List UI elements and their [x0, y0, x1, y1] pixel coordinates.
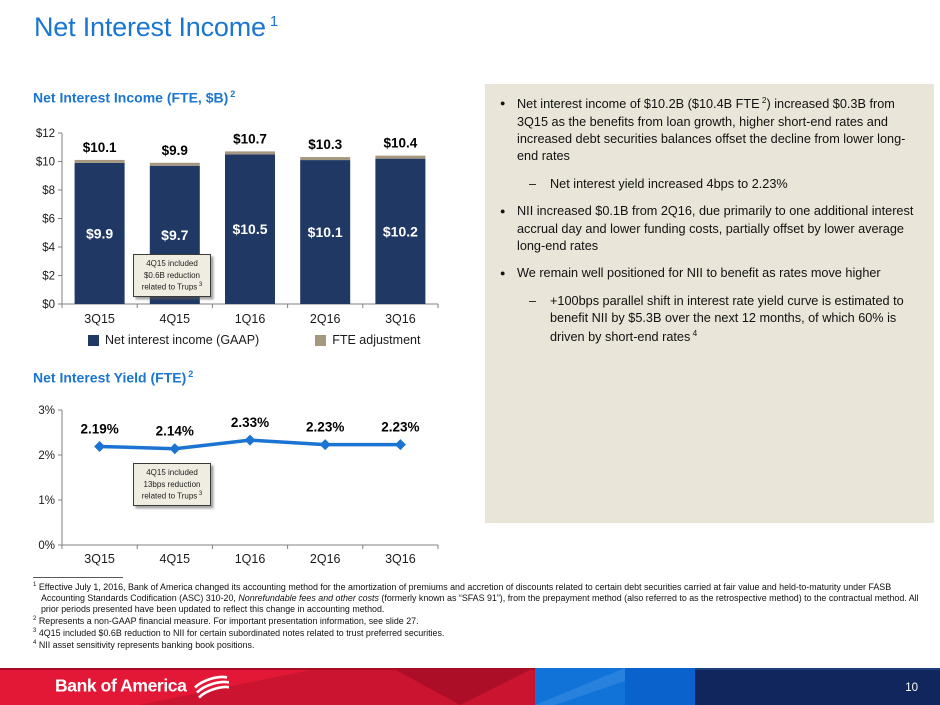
bar-value-label: $10.2 — [382, 223, 418, 240]
footnote — [33, 628, 928, 639]
page-number: 10 — [905, 681, 918, 694]
callout-line: 4Q15 included — [146, 468, 198, 477]
footnote — [33, 640, 928, 651]
y-tick-label: $4 — [42, 242, 55, 254]
bar-chart-legend — [88, 333, 420, 347]
x-category-label: 1Q16 — [234, 552, 266, 566]
yield-chart-callout — [133, 463, 211, 506]
bullet-item — [500, 203, 921, 255]
footnote — [33, 616, 928, 627]
y-tick-label: $8 — [42, 185, 55, 197]
y-tick-label: $0 — [42, 299, 55, 311]
footer-blue-band — [535, 668, 625, 705]
callout-line: 13bps reduction — [143, 479, 201, 489]
footnote-marker: 3 — [33, 627, 37, 634]
yield-chart-title: Net Interest Yield (FTE) $^2$ — [33, 369, 194, 386]
data-point-marker — [169, 443, 180, 454]
y-tick-label: $12 — [35, 128, 55, 140]
point-value-label: 2.14% — [155, 423, 194, 439]
bar-total-label: $10.3 — [308, 137, 343, 153]
bofa-flag-icon — [193, 674, 229, 698]
commentary-panel — [485, 84, 934, 523]
data-point-marker — [94, 441, 105, 452]
x-category-label: 2Q16 — [309, 312, 341, 326]
bar-total-label: $10.1 — [82, 139, 117, 155]
data-point-marker — [245, 435, 256, 446]
bullet-text: +100bps parallel shift in interest rate yield curve is estimated to benefit NII by $5.3B over the next 12 months, of which 60% is driven by short-end rates $^4$ — [550, 293, 904, 344]
sub-bullet-item — [529, 176, 921, 193]
bar-value-label: $10.5 — [232, 221, 268, 238]
footnotes — [33, 582, 928, 651]
legend-label: Net interest income (GAAP) — [105, 333, 260, 347]
footnote-marker: 1 — [33, 582, 37, 589]
bar-total-label: $10.4 — [383, 135, 418, 151]
footnote-marker: 2 — [33, 616, 37, 623]
callout-line: $0.6B reduction — [143, 270, 201, 280]
footnote-text: Represents a non-GAAP financial measure. For important presentation information, see slide 27. — [38, 616, 419, 627]
footnote-text: NII asset sensitivity represents banking book positions. — [38, 639, 255, 650]
callout-line: related to Trups $^3$ — [141, 491, 203, 501]
bar-value-label: $9.9 — [85, 225, 114, 242]
y-tick-label: 3% — [38, 405, 55, 417]
bar-total-label: $10.7 — [233, 131, 267, 147]
y-tick-label: 2% — [38, 450, 55, 462]
x-category-label: 2Q16 — [309, 552, 341, 566]
footnote — [33, 582, 928, 616]
x-category-label: 3Q15 — [84, 552, 115, 566]
data-point-marker — [320, 439, 331, 450]
page-title-text: Net Interest Income — [34, 12, 266, 42]
footer — [0, 668, 940, 705]
dash-marker: – — [529, 176, 537, 191]
page-title-footnote-marker: 1 — [269, 13, 278, 30]
data-point-marker — [395, 439, 406, 450]
x-category-label: 4Q15 — [159, 552, 191, 566]
bullet-text: Net interest income of $10.2B ($10.4B FTE $^2$) increased $0.3B from 3Q15 as the benefits from loan growth, higher short-end rates and increased debt securities balances offset the decline from lower long-end rates — [517, 96, 906, 164]
bullet-item — [500, 95, 921, 166]
footnote-text: 4Q15 included $0.6B reduction to NII for certain subordinated notes related to trust preferred securities. — [38, 627, 445, 638]
bar-value-label: $9.7 — [161, 226, 189, 243]
x-category-label: 1Q16 — [234, 312, 266, 326]
point-value-label: 2.33% — [230, 415, 270, 431]
footer-blue-diagonal — [535, 668, 625, 705]
x-category-label: 4Q15 — [159, 312, 191, 326]
point-value-label: 2.23% — [381, 419, 420, 435]
y-tick-label: $10 — [35, 156, 55, 169]
footnote-text: Nonrefundable fees and other costs — [238, 593, 379, 604]
bullet-marker: ● — [500, 268, 506, 279]
bar-chart-title: Net Interest Income (FTE, $B) $^2$ — [33, 89, 236, 106]
bullet-marker: ● — [500, 98, 506, 108]
point-value-label: 2.23% — [306, 419, 345, 435]
y-tick-label: 1% — [38, 495, 55, 507]
footnote-text: (formerly known as “SFAS 91”), from the prepayment method (also referred to as the retrospective method) to the contractual method. All prior periods presented have been updated to reflect this change in accounting method. — [41, 593, 919, 615]
legend-item — [88, 333, 259, 347]
bar-chart-callout — [133, 254, 211, 297]
bar-chart — [28, 112, 448, 330]
yield-chart — [28, 400, 448, 572]
bar-fte-segment — [75, 160, 125, 163]
y-tick-label: 0% — [38, 540, 55, 552]
sub-bullet-item — [529, 293, 921, 346]
legend-item — [315, 333, 420, 347]
footer-navy-band — [695, 668, 940, 705]
bullet-item — [500, 265, 921, 282]
dash-marker: – — [529, 293, 537, 308]
bullet-text: NII increased $0.1B from 2Q16, due primarily to one additional interest accrual day and lower funding costs, partially offset by lower average long-end rates — [517, 204, 914, 253]
footer-blue-band-2 — [625, 668, 695, 705]
bar-total-label: $9.9 — [161, 142, 188, 158]
bofa-logo-text: Bank of America — [55, 675, 187, 696]
page-title — [34, 12, 278, 43]
callout-line: 4Q15 included — [146, 259, 198, 268]
legend-swatch — [88, 335, 99, 346]
x-category-label: 3Q15 — [84, 312, 115, 326]
callout-line: related to Trups $^3$ — [141, 282, 203, 292]
y-tick-label: $6 — [42, 213, 55, 226]
x-category-label: 3Q16 — [385, 312, 416, 326]
bullet-marker: ● — [500, 206, 506, 217]
bar-fte-segment — [375, 156, 425, 159]
footnote-text: Effective July 1, 2016, Bank of America changed its accounting method for the amortization of premiums and accretion of discounts related to certain debt securities carried at fair value and held-to-maturity under FASB Accounting Standards Codification (ASC) 310-20, — [38, 582, 892, 604]
x-category-label: 3Q16 — [385, 552, 416, 566]
point-value-label: 2.19% — [80, 421, 119, 437]
bar-fte-segment — [300, 157, 350, 160]
bar-fte-segment — [150, 163, 200, 166]
bullet-text: We remain well positioned for NII to benefit as rates move higher — [517, 266, 881, 281]
legend-label: FTE adjustment — [332, 333, 421, 347]
bar-fte-segment — [225, 151, 275, 154]
footnote-marker: 4 — [33, 639, 37, 646]
bullet-text: Net interest yield increased 4bps to 2.23% — [550, 176, 788, 191]
bofa-logo — [55, 674, 229, 698]
bar-value-label: $10.1 — [307, 224, 343, 241]
y-tick-label: $2 — [42, 270, 55, 283]
footnote-divider — [33, 577, 123, 578]
legend-swatch — [315, 335, 326, 346]
